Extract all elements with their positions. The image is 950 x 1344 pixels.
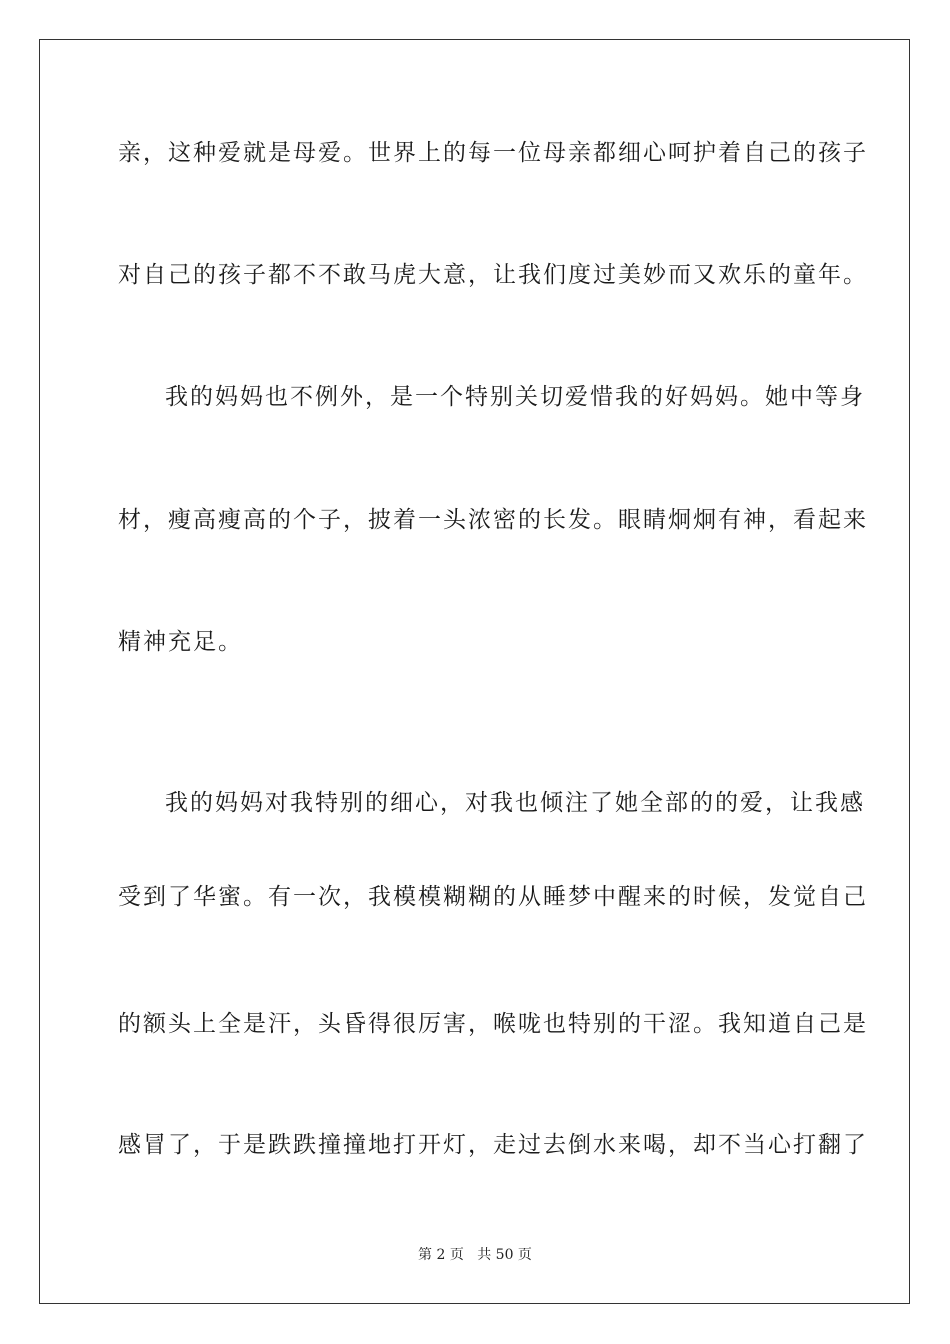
page-border [39, 39, 910, 1304]
text-line: 的额头上全是汗，头昏得很厉害，喉咙也特别的干涩。我知道自己是 [118, 1011, 868, 1037]
text-line: 亲，这种爱就是母爱。世界上的每一位母亲都细心呵护着自己的孩子 [118, 140, 868, 166]
text-line: 对自己的孩子都不不敢马虎大意，让我们度过美妙而又欢乐的童年。 [118, 262, 868, 288]
text-line: 感冒了，于是跌跌撞撞地打开灯，走过去倒水来喝，却不当心打翻了 [118, 1132, 868, 1158]
text-line: 精神充足。 [118, 629, 243, 655]
total-pages: 共 50 页 [477, 1247, 532, 1263]
text-line: 材，瘦高瘦高的个子，披着一头浓密的长发。眼睛炯炯有神，看起来 [118, 507, 868, 533]
paragraph-start-line: 我的妈妈也不例外，是一个特别关切爱惜我的好妈妈。她中等身 [165, 384, 865, 410]
page-number: 第 2 页 [418, 1247, 464, 1263]
text-line: 受到了华蜜。有一次，我模模糊糊的从睡梦中醒来的时候，发觉自己 [118, 884, 868, 910]
page-footer [0, 1245, 950, 1265]
paragraph-start-line: 我的妈妈对我特别的细心，对我也倾注了她全部的的爱，让我感 [165, 790, 865, 816]
